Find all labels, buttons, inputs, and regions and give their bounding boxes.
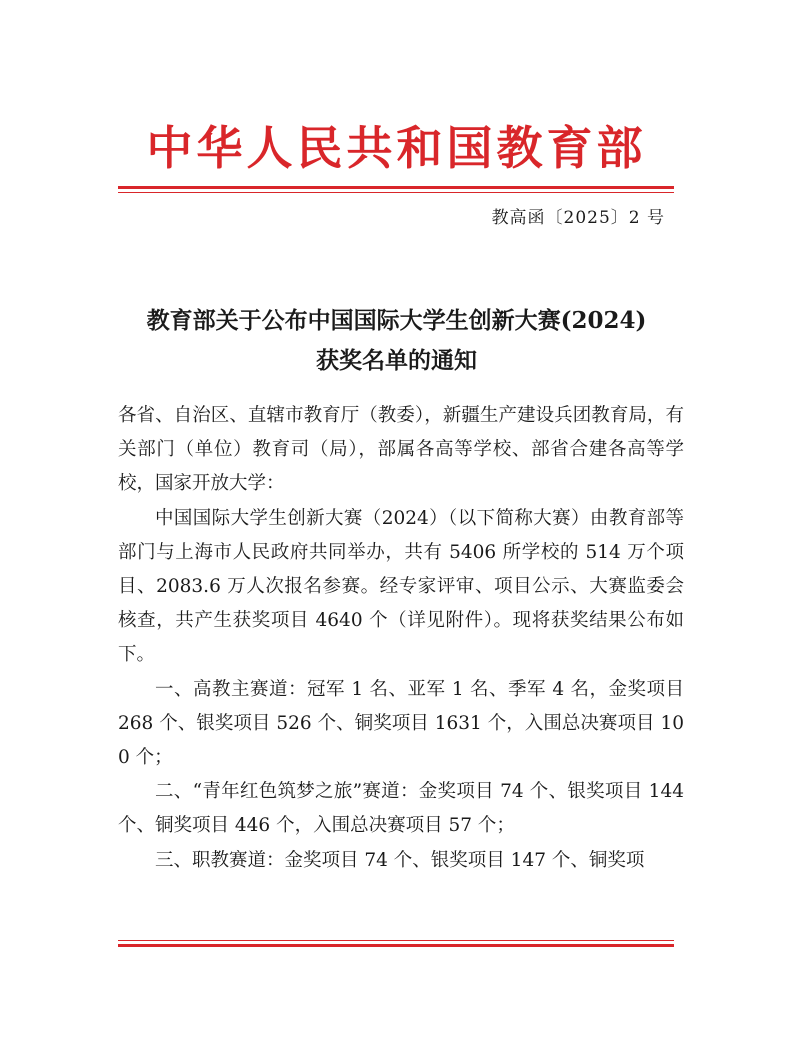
- document-title-line-2: 获奖名单的通知: [316, 347, 477, 374]
- body-paragraph: 二、“青年红色筑梦之旅”赛道：金奖项目 74 个、银奖项目 144 个、铜奖项目 446 个，入围总决赛项目 57 个；: [118, 781, 684, 837]
- body-paragraph: 三、职教赛道：金奖项目 74 个、银奖项目 147 个、铜奖项: [155, 849, 645, 871]
- document-title-line-1: 教育部关于公布中国国际大学生创新大赛(2024): [146, 307, 647, 334]
- document-body: [118, 399, 684, 878]
- body-paragraph: 中国国际大学生创新大赛（2024）（以下简称大赛）由教育部等部门与上海市人民政府共同举办，共有 5406 所学校的 514 万个项目、2083.6 万人次报名参赛。经专家评审、项目公示、大赛监委会核查，共产生获奖项目 4640 个（详见附件）。现将获奖结果公布如下。: [118, 507, 684, 666]
- addressee: 各省、自治区、直辖市教育厅（教委），新疆生产建设兵团教育局，有关部门（单位）教育司（局），部属各高等学校、部省合建各高等学校，国家开放大学：: [118, 405, 684, 495]
- issuing-agency-masthead: 中华人民共和国教育部: [146, 121, 647, 175]
- body-paragraph: 一、高教主赛道：冠军 1 名、亚军 1 名、季军 4 名，金奖项目 268 个、银奖项目 526 个、铜奖项目 1631 个，入围总决赛项目 100 个；: [118, 678, 684, 769]
- footer-red-rule-thick: [118, 944, 674, 947]
- header-red-rule-thin: [118, 192, 674, 193]
- document-number: 教高函〔2025〕2 号: [491, 208, 665, 228]
- footer-red-rule-thin: [118, 940, 674, 941]
- header-red-rule-thick: [118, 186, 674, 189]
